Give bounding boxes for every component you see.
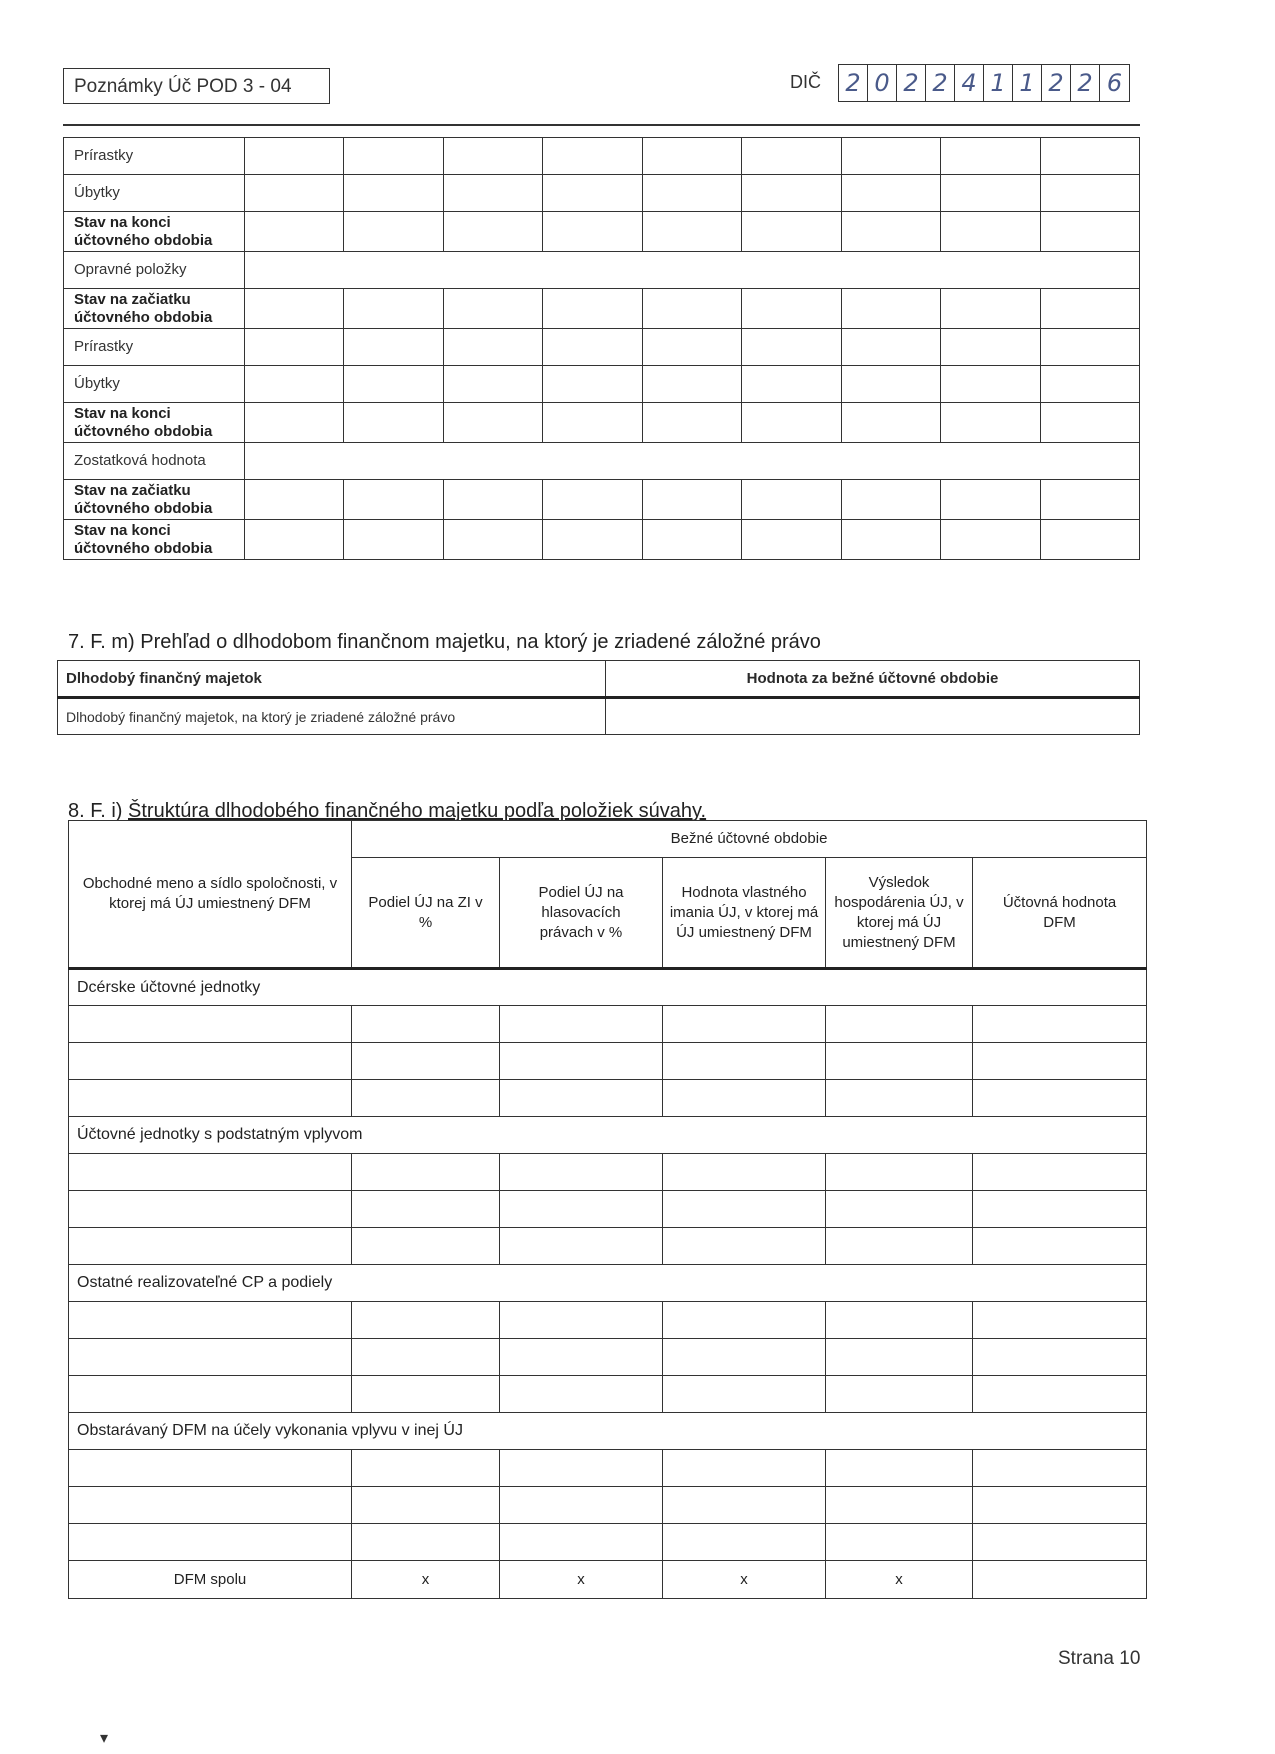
value-cell[interactable] [245, 212, 344, 252]
value-cell[interactable] [1040, 175, 1140, 212]
value-cell[interactable] [543, 329, 642, 366]
dic-digit-box[interactable]: 1 [984, 65, 1013, 101]
value-cell[interactable] [1040, 366, 1140, 403]
input-cell[interactable] [500, 1450, 663, 1487]
input-cell[interactable] [663, 1043, 826, 1080]
input-cell[interactable] [663, 1376, 826, 1413]
value-cell[interactable] [344, 480, 443, 520]
input-cell[interactable] [500, 1228, 663, 1265]
value-cell[interactable] [245, 403, 344, 443]
table-row [69, 1376, 1147, 1413]
col-header-result: Výsledok hospodárenia ÚJ, v ktorej má ÚJ umiestnený DFM [826, 858, 973, 969]
value-cell[interactable] [245, 480, 344, 520]
input-cell[interactable] [69, 1302, 352, 1339]
table-header-row [58, 661, 1140, 698]
input-cell[interactable] [352, 1302, 500, 1339]
table-row [69, 1302, 1147, 1339]
input-cell[interactable] [826, 1302, 973, 1339]
input-cell[interactable] [69, 1524, 352, 1561]
table-row [69, 1228, 1147, 1265]
input-cell[interactable] [663, 1154, 826, 1191]
scan-mark: ▾ [100, 1730, 109, 1747]
value-cell[interactable] [841, 289, 940, 329]
value-cell[interactable] [543, 366, 642, 403]
input-cell[interactable] [663, 1487, 826, 1524]
value-cell[interactable] [443, 175, 542, 212]
value-cell[interactable] [642, 289, 741, 329]
col-header-value: Hodnota za bežné účtovné obdobie [606, 661, 1140, 698]
input-cell[interactable] [973, 1524, 1147, 1561]
value-cell[interactable] [841, 329, 940, 366]
dic-digit-box[interactable]: 2 [897, 65, 926, 101]
value-cell[interactable] [344, 175, 443, 212]
value-cell[interactable] [742, 329, 841, 366]
header-divider [63, 124, 1140, 126]
input-cell[interactable] [352, 1191, 500, 1228]
input-cell[interactable] [500, 1080, 663, 1117]
input-cell[interactable] [973, 1450, 1147, 1487]
input-cell[interactable] [826, 1043, 973, 1080]
value-cell[interactable] [1040, 138, 1140, 175]
pledged-asset-value-cell[interactable] [606, 698, 1140, 735]
input-cell[interactable] [826, 1487, 973, 1524]
input-cell[interactable] [352, 1376, 500, 1413]
value-cell[interactable] [443, 520, 542, 560]
merged-cell [245, 443, 1140, 480]
row-label-pledged-asset: Dlhodobý finančný majetok, na ktorý je zriadené záložné právo [58, 698, 606, 735]
value-cell[interactable] [1040, 329, 1140, 366]
input-cell[interactable] [663, 1302, 826, 1339]
row-label: Stav na konci účtovného obdobia [64, 212, 245, 252]
input-cell[interactable] [500, 1376, 663, 1413]
value-cell[interactable] [543, 175, 642, 212]
dic-digit-box[interactable]: 6 [1106, 69, 1123, 97]
category-row [69, 1413, 1147, 1450]
value-cell[interactable] [941, 520, 1040, 560]
table-row [69, 1043, 1147, 1080]
value-cell[interactable] [642, 175, 741, 212]
table-row [64, 480, 1140, 520]
input-cell[interactable] [973, 1228, 1147, 1265]
value-cell[interactable] [344, 212, 443, 252]
input-cell[interactable] [69, 1191, 352, 1228]
table-row [69, 1487, 1147, 1524]
input-cell[interactable] [973, 1339, 1147, 1376]
input-cell[interactable] [826, 1080, 973, 1117]
pledged-assets-table [57, 660, 1140, 735]
col-header-company: Obchodné meno a sídlo spoločnosti, v ktorej má ÚJ umiestnený DFM [69, 821, 352, 969]
value-cell[interactable] [841, 138, 940, 175]
dic-field[interactable] [838, 64, 1130, 102]
value-cell[interactable] [841, 403, 940, 443]
input-cell[interactable] [69, 1450, 352, 1487]
value-cell[interactable] [742, 175, 841, 212]
table-row [69, 1524, 1147, 1561]
input-cell[interactable] [69, 1228, 352, 1265]
not-applicable-mark: x [826, 1561, 973, 1599]
total-book-value-cell[interactable] [973, 1561, 1147, 1599]
value-cell[interactable] [742, 138, 841, 175]
input-cell[interactable] [973, 1154, 1147, 1191]
category-row [69, 1117, 1147, 1154]
table-row [58, 698, 1140, 735]
row-label: Prírastky [64, 138, 245, 175]
category-label: Ostatné realizovateľné CP a podiely [69, 1265, 1147, 1302]
input-cell[interactable] [973, 1006, 1147, 1043]
dic-digit-box[interactable]: 2 [839, 65, 868, 101]
value-cell[interactable] [941, 329, 1040, 366]
input-cell[interactable] [69, 1376, 352, 1413]
value-cell[interactable] [941, 289, 1040, 329]
input-cell[interactable] [352, 1450, 500, 1487]
table-row [69, 1450, 1147, 1487]
input-cell[interactable] [500, 1302, 663, 1339]
dic-digit-box[interactable]: 2 [1071, 65, 1100, 101]
input-cell[interactable] [663, 1080, 826, 1117]
row-label: Prírastky [64, 329, 245, 366]
value-cell[interactable] [642, 403, 741, 443]
dic-digit-box[interactable]: 2 [1042, 65, 1071, 101]
table-row [64, 252, 1140, 289]
value-cell[interactable] [642, 212, 741, 252]
input-cell[interactable] [663, 1191, 826, 1228]
input-cell[interactable] [663, 1228, 826, 1265]
input-cell[interactable] [826, 1376, 973, 1413]
input-cell[interactable] [663, 1006, 826, 1043]
value-cell[interactable] [941, 480, 1040, 520]
table-row [64, 366, 1140, 403]
table-row [64, 329, 1140, 366]
value-cell[interactable] [245, 138, 344, 175]
input-cell[interactable] [352, 1524, 500, 1561]
value-cell[interactable] [841, 366, 940, 403]
input-cell[interactable] [500, 1043, 663, 1080]
value-cell[interactable] [344, 366, 443, 403]
input-cell[interactable] [826, 1191, 973, 1228]
table-row [64, 175, 1140, 212]
table-header-row [69, 821, 1147, 858]
table-row [69, 1191, 1147, 1228]
table-row [69, 1154, 1147, 1191]
row-label: Stav na začiatku účtovného obdobia [64, 289, 245, 329]
not-applicable-mark: x [352, 1561, 500, 1599]
value-cell[interactable] [543, 480, 642, 520]
input-cell[interactable] [826, 1524, 973, 1561]
value-cell[interactable] [245, 289, 344, 329]
value-cell[interactable] [841, 520, 940, 560]
value-cell[interactable] [443, 138, 542, 175]
category-label: Dcérske účtovné jednotky [69, 969, 1147, 1006]
value-cell[interactable] [543, 289, 642, 329]
not-applicable-mark: x [500, 1561, 663, 1599]
value-cell[interactable] [344, 289, 443, 329]
input-cell[interactable] [352, 1487, 500, 1524]
value-cell[interactable] [841, 212, 940, 252]
dic-label: DIČ [790, 72, 821, 92]
page-number: Strana 10 [1058, 1648, 1141, 1669]
value-cell[interactable] [742, 520, 841, 560]
section-8-heading: Štruktúra dlhodobého finančného majetku podľa položiek súvahy. [128, 800, 707, 822]
table-row [69, 1339, 1147, 1376]
table-row [64, 443, 1140, 480]
value-cell[interactable] [245, 175, 344, 212]
value-cell[interactable] [344, 329, 443, 366]
input-cell[interactable] [69, 1339, 352, 1376]
financial-asset-structure-table [68, 820, 1147, 1599]
value-cell[interactable] [1040, 212, 1140, 252]
input-cell[interactable] [826, 1154, 973, 1191]
value-cell[interactable] [941, 403, 1040, 443]
input-cell[interactable] [973, 1191, 1147, 1228]
input-cell[interactable] [500, 1006, 663, 1043]
merged-cell [245, 252, 1140, 289]
input-cell[interactable] [826, 1450, 973, 1487]
row-label: Zostatková hodnota [64, 443, 245, 480]
dic-digit-box[interactable]: 0 [868, 65, 897, 101]
total-label: DFM spolu [69, 1561, 352, 1599]
input-cell[interactable] [69, 1080, 352, 1117]
value-cell[interactable] [543, 403, 642, 443]
col-header-equity-value: Hodnota vlastného imania ÚJ, v ktorej má ÚJ umiestnený DFM [663, 858, 826, 969]
input-cell[interactable] [352, 1080, 500, 1117]
value-cell[interactable] [543, 212, 642, 252]
table-row [64, 520, 1140, 560]
col-header-share-zi: Podiel ÚJ na ZI v % [352, 858, 500, 969]
value-cell[interactable] [941, 138, 1040, 175]
table-row [64, 289, 1140, 329]
value-cell[interactable] [443, 403, 542, 443]
value-cell[interactable] [642, 329, 741, 366]
value-cell[interactable] [443, 212, 542, 252]
value-cell[interactable] [443, 289, 542, 329]
input-cell[interactable] [352, 1154, 500, 1191]
value-cell[interactable] [1040, 289, 1140, 329]
section-7-title: 7. F. m) Prehľad o dlhodobom finančnom majetku, na ktorý je zriadené záložné právo [68, 631, 821, 653]
value-cell[interactable] [742, 289, 841, 329]
table-row [64, 403, 1140, 443]
row-label: Stav na začiatku účtovného obdobia [64, 480, 245, 520]
table-row [69, 1006, 1147, 1043]
input-cell[interactable] [69, 1043, 352, 1080]
row-label: Úbytky [64, 366, 245, 403]
input-cell[interactable] [663, 1524, 826, 1561]
value-cell[interactable] [543, 138, 642, 175]
value-cell[interactable] [344, 520, 443, 560]
input-cell[interactable] [500, 1339, 663, 1376]
input-cell[interactable] [352, 1228, 500, 1265]
total-row [69, 1561, 1147, 1599]
value-cell[interactable] [443, 480, 542, 520]
value-cell[interactable] [841, 175, 940, 212]
col-header-voting-rights: Podiel ÚJ na hlasovacích právach v % [500, 858, 663, 969]
row-label: Stav na konci účtovného obdobia [64, 403, 245, 443]
input-cell[interactable] [663, 1450, 826, 1487]
table-row [69, 1080, 1147, 1117]
input-cell[interactable] [973, 1043, 1147, 1080]
form-identifier: Poznámky Úč POD 3 - 04 [63, 68, 330, 104]
value-cell[interactable] [245, 366, 344, 403]
input-cell[interactable] [500, 1524, 663, 1561]
dic-digit-box[interactable]: 2 [926, 65, 955, 101]
value-cell[interactable] [642, 480, 741, 520]
value-cell[interactable] [642, 520, 741, 560]
value-cell[interactable] [1040, 403, 1140, 443]
category-label: Účtovné jednotky s podstatným vplyvom [69, 1117, 1147, 1154]
value-cell[interactable] [642, 138, 741, 175]
input-cell[interactable] [826, 1339, 973, 1376]
value-cell[interactable] [443, 366, 542, 403]
table-row [64, 138, 1140, 175]
value-cell[interactable] [742, 480, 841, 520]
value-cell[interactable] [642, 366, 741, 403]
col-header-asset: Dlhodobý finančný majetok [58, 661, 606, 698]
row-label: Stav na konci účtovného obdobia [64, 520, 245, 560]
input-cell[interactable] [663, 1339, 826, 1376]
value-cell[interactable] [941, 366, 1040, 403]
value-cell[interactable] [941, 212, 1040, 252]
row-label: Úbytky [64, 175, 245, 212]
row-label: Opravné položky [64, 252, 245, 289]
table-row [64, 212, 1140, 252]
input-cell[interactable] [500, 1191, 663, 1228]
input-cell[interactable] [69, 1487, 352, 1524]
input-cell[interactable] [69, 1006, 352, 1043]
input-cell[interactable] [500, 1154, 663, 1191]
value-cell[interactable] [742, 212, 841, 252]
input-cell[interactable] [352, 1043, 500, 1080]
input-cell[interactable] [826, 1006, 973, 1043]
value-cell[interactable] [1040, 480, 1140, 520]
value-cell[interactable] [344, 403, 443, 443]
value-cell[interactable] [543, 520, 642, 560]
value-cell[interactable] [742, 403, 841, 443]
value-cell[interactable] [941, 175, 1040, 212]
input-cell[interactable] [973, 1080, 1147, 1117]
asset-movement-table [63, 137, 1140, 560]
dic-digit-box[interactable]: 4 [955, 65, 984, 101]
value-cell[interactable] [742, 366, 841, 403]
value-cell[interactable] [344, 138, 443, 175]
value-cell[interactable] [443, 329, 542, 366]
value-cell[interactable] [1040, 520, 1140, 560]
input-cell[interactable] [973, 1487, 1147, 1524]
input-cell[interactable] [973, 1376, 1147, 1413]
input-cell[interactable] [352, 1339, 500, 1376]
col-header-book-value: Účtovná hodnota DFM [973, 858, 1147, 969]
section-8-number: 8. F. i) [68, 800, 129, 822]
period-header: Bežné účtovné obdobie [352, 821, 1147, 858]
value-cell[interactable] [245, 520, 344, 560]
input-cell[interactable] [500, 1487, 663, 1524]
value-cell[interactable] [245, 329, 344, 366]
category-row [69, 969, 1147, 1006]
input-cell[interactable] [69, 1154, 352, 1191]
value-cell[interactable] [841, 480, 940, 520]
input-cell[interactable] [826, 1228, 973, 1265]
not-applicable-mark: x [663, 1561, 826, 1599]
dic-digit-box[interactable]: 1 [1013, 65, 1042, 101]
input-cell[interactable] [973, 1302, 1147, 1339]
category-row [69, 1265, 1147, 1302]
category-label: Obstarávaný DFM na účely vykonania vplyvu v inej ÚJ [69, 1413, 1147, 1450]
input-cell[interactable] [352, 1006, 500, 1043]
